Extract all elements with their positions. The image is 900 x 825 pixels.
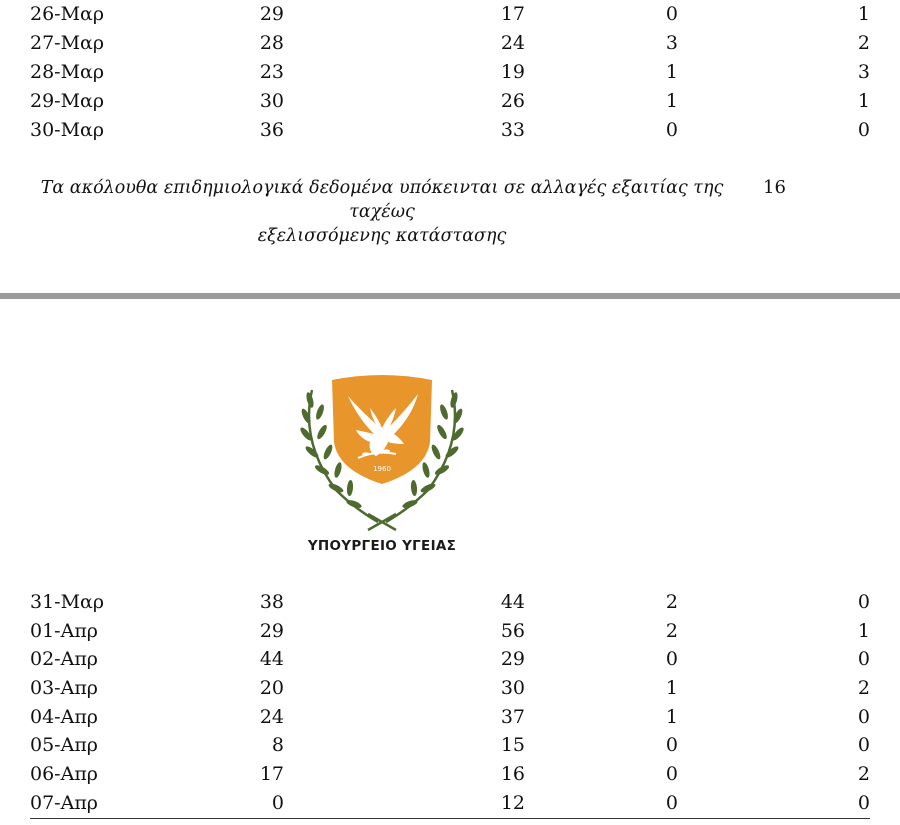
- value-cell: 0: [857, 591, 870, 613]
- date-cell: 28-Μαρ: [30, 61, 105, 83]
- value-cell: 12: [500, 791, 525, 814]
- value-cell: 0: [665, 3, 678, 25]
- value-cell: 2: [857, 677, 870, 700]
- footnote-text: [32, 176, 732, 248]
- date-cell: 06-Απρ: [30, 763, 98, 786]
- value-cell: 1: [857, 3, 870, 25]
- value-cell: 26: [500, 90, 525, 112]
- table-bottom-border: [30, 818, 870, 819]
- value-cell: 23: [259, 61, 284, 83]
- value-cell: 2: [665, 619, 678, 642]
- value-cell: 30: [259, 90, 284, 112]
- value-cell: 29: [500, 648, 525, 671]
- table-row: [0, 29, 900, 58]
- table-row: [0, 617, 900, 646]
- table-row: [0, 760, 900, 789]
- table-top: [0, 0, 900, 145]
- value-cell: 2: [857, 32, 870, 54]
- value-cell: 0: [857, 119, 870, 141]
- value-cell: 19: [500, 61, 525, 83]
- table-row: [0, 674, 900, 703]
- value-cell: 24: [500, 32, 525, 54]
- value-cell: 0: [857, 734, 870, 757]
- value-cell: 0: [857, 705, 870, 728]
- date-cell: 07-Απρ: [30, 791, 98, 814]
- value-cell: 0: [271, 791, 284, 814]
- date-cell: 29-Μαρ: [30, 90, 105, 112]
- table-bottom: [0, 588, 900, 818]
- table-row: [0, 789, 900, 818]
- value-cell: 1: [665, 61, 678, 83]
- value-cell: 29: [259, 619, 284, 642]
- value-cell: 20: [259, 677, 284, 700]
- value-cell: 44: [259, 648, 284, 671]
- value-cell: 0: [665, 119, 678, 141]
- value-cell: 30: [500, 677, 525, 700]
- value-cell: 1: [665, 90, 678, 112]
- date-cell: 02-Απρ: [30, 648, 98, 671]
- date-cell: 30-Μαρ: [30, 119, 105, 141]
- value-cell: 3: [857, 61, 870, 83]
- table-row: [0, 588, 900, 617]
- emblem-year: 1960: [373, 465, 391, 473]
- date-cell: 01-Απρ: [30, 619, 98, 642]
- value-cell: 3: [665, 32, 678, 54]
- date-cell: 05-Απρ: [30, 734, 98, 757]
- value-cell: 0: [665, 648, 678, 671]
- value-cell: 17: [259, 763, 284, 786]
- value-cell: 37: [500, 705, 525, 728]
- value-cell: 2: [665, 591, 678, 613]
- table-row: [0, 731, 900, 760]
- value-cell: 33: [500, 119, 525, 141]
- value-cell: 28: [259, 32, 284, 54]
- footnote-line-2: εξελισσόμενης κατάστασης: [257, 226, 507, 246]
- value-cell: 0: [665, 734, 678, 757]
- date-cell: 26-Μαρ: [30, 3, 105, 25]
- ministry-name: ΥΠΟΥΡΓΕΙΟ ΥΓΕΙΑΣ: [307, 538, 457, 554]
- value-cell: 1: [857, 90, 870, 112]
- value-cell: 29: [259, 3, 284, 25]
- value-cell: 0: [665, 763, 678, 786]
- page-divider: [0, 293, 900, 299]
- value-cell: 38: [259, 591, 284, 613]
- value-cell: 0: [665, 791, 678, 814]
- table-row: [0, 87, 900, 116]
- date-cell: 27-Μαρ: [30, 32, 105, 54]
- value-cell: 1: [857, 619, 870, 642]
- date-cell: 04-Απρ: [30, 705, 98, 728]
- table-row: [0, 0, 900, 29]
- value-cell: 1: [665, 677, 678, 700]
- value-cell: 2: [857, 763, 870, 786]
- date-cell: 31-Μαρ: [30, 591, 105, 613]
- value-cell: 1: [665, 705, 678, 728]
- footnote-line-1: Τα ακόλουθα επιδημιολογικά δεδομένα υπόκεινται σε αλλαγές εξαιτίας της ταχέως: [40, 178, 724, 222]
- value-cell: 15: [500, 734, 525, 757]
- value-cell: 16: [500, 763, 525, 786]
- value-cell: 44: [500, 591, 525, 613]
- value-cell: 24: [259, 705, 284, 728]
- date-cell: 03-Απρ: [30, 677, 98, 700]
- table-row: [0, 703, 900, 732]
- value-cell: 56: [500, 619, 525, 642]
- value-cell: 36: [259, 119, 284, 141]
- value-cell: 0: [857, 648, 870, 671]
- table-row: [0, 58, 900, 87]
- table-row: [0, 645, 900, 674]
- value-cell: 17: [500, 3, 525, 25]
- page-number: 16: [763, 177, 786, 198]
- table-row: [0, 116, 900, 145]
- value-cell: 0: [857, 791, 870, 814]
- value-cell: 8: [271, 734, 284, 757]
- cyprus-emblem-icon: [296, 372, 468, 532]
